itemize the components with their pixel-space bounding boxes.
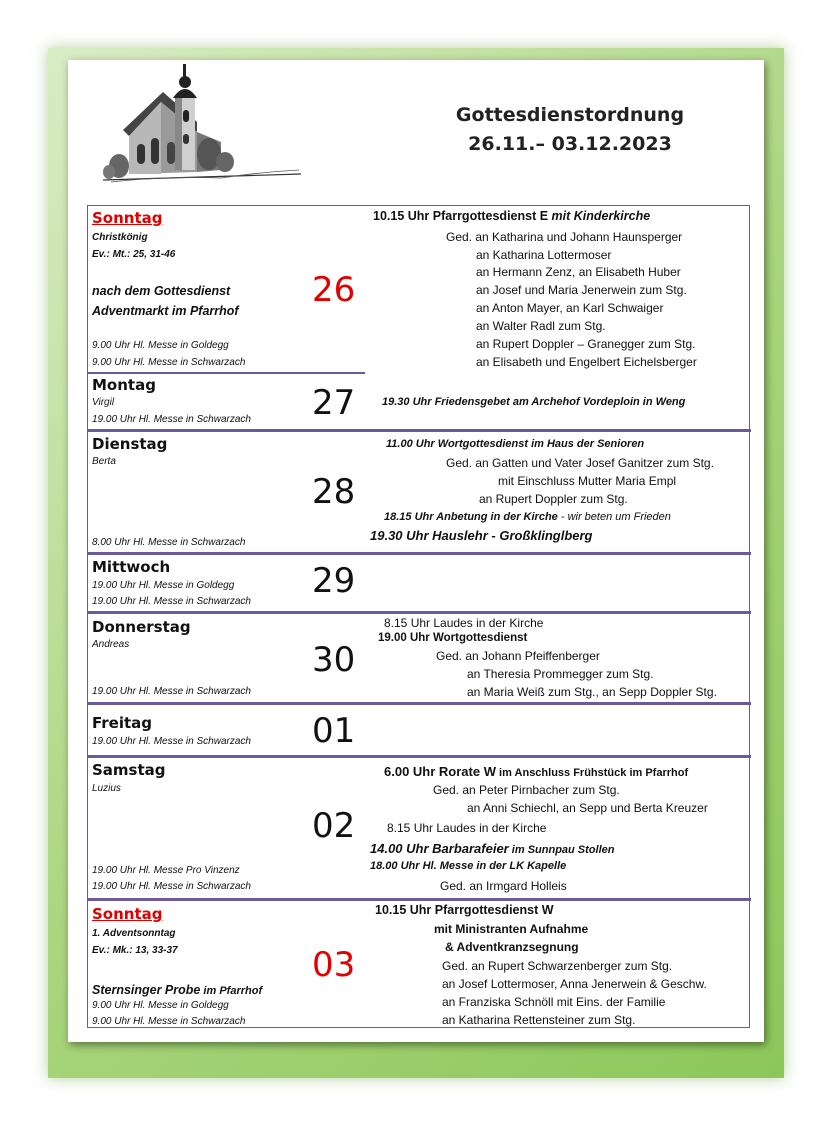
mass-line-1: 19.00 Uhr Hl. Messe in Goldegg <box>92 580 235 591</box>
intention-line: Ged. an Gatten und Vater Josef Ganitzer zum Stg. <box>446 456 714 470</box>
main-service: 10.15 Uhr Pfarrgottesdienst E mit Kinderkirche <box>373 209 651 223</box>
day-row-01 <box>88 705 748 755</box>
mass-line-1: 19.00 Uhr Hl. Messe Pro Vinzenz <box>92 865 240 876</box>
event-line: 6.00 Uhr Rorate W im Anschluss Frühstück im Pfarrhof <box>384 764 689 779</box>
intention-line: an Josef Lottermoser, Anna Jenerwein & Geschw. <box>442 977 707 991</box>
intention-line: an Katharina Lottermoser <box>476 248 612 262</box>
intention-line: an Elisabeth und Engelbert Eichelsberger <box>476 355 697 369</box>
event-line: 19.00 Uhr Wortgottesdienst <box>378 632 528 644</box>
intention-line: Ged. an Katharina und Johann Haunsperger <box>446 230 683 244</box>
note-line-1: Sternsinger Probe im Pfarrhof <box>92 983 263 997</box>
intention-line: an Hermann Zenz, an Elisabeth Huber <box>476 265 681 279</box>
mass-line-2: 9.00 Uhr Hl. Messe in Schwarzach <box>92 1016 246 1027</box>
day-number: 01 <box>312 711 356 751</box>
intention-line: an Katharina Rettensteiner zum Stg. <box>442 1013 636 1027</box>
mass-line-1: 8.00 Uhr Hl. Messe in Schwarzach <box>92 537 246 548</box>
day-name: Freitag <box>92 714 153 732</box>
intention-line: an Anni Schiechl, an Sepp und Berta Kreuzer <box>467 801 708 815</box>
day-row-29 <box>88 555 748 611</box>
mass-line-2: 9.00 Uhr Hl. Messe in Schwarzach <box>92 357 246 368</box>
mass-line-2: 19.00 Uhr Hl. Messe in Schwarzach <box>92 881 251 892</box>
intention-line: Ged. an Peter Pirnbacher zum Stg. <box>433 783 620 797</box>
intention-line: an Theresia Prommegger zum Stg. <box>467 667 654 681</box>
day-row-27 <box>88 373 748 429</box>
intention-line: Ged. an Johann Pfeiffenberger <box>436 649 600 663</box>
day-row-28 <box>88 432 748 552</box>
day-name: Sonntag <box>92 905 163 923</box>
day-number: 27 <box>312 383 356 423</box>
event-line: 8.15 Uhr Laudes in der Kirche <box>384 616 544 630</box>
intention-line: an Maria Weiß zum Stg., an Sepp Doppler Stg. <box>467 685 717 699</box>
mass-line-1: 9.00 Uhr Hl. Messe in Goldegg <box>92 340 229 351</box>
note-line-2: Adventmarkt im Pfarrhof <box>92 304 239 318</box>
note-line-1: nach dem Gottesdienst <box>92 284 231 298</box>
event-line: 18.15 Uhr Anbetung in der Kirche - wir beten um Frieden <box>384 511 671 523</box>
feast-name: 1. Adventsonntag <box>92 928 176 939</box>
feast-name: Christkönig <box>92 232 148 243</box>
intention-line: mit Einschluss Mutter Maria Empl <box>498 474 677 488</box>
day-name: Donnerstag <box>92 618 191 636</box>
day-number: 02 <box>312 806 356 846</box>
gospel-reading: Ev.: Mt.: 25, 31-46 <box>92 249 176 260</box>
intention-line: an Anton Mayer, an Karl Schwaiger <box>476 301 664 315</box>
day-number: 29 <box>312 561 356 601</box>
intention-line: an Josef und Maria Jenerwein zum Stg. <box>476 283 687 297</box>
intention-line: an Rupert Doppler – Granegger zum Stg. <box>476 337 696 351</box>
mass-line-2: 19.00 Uhr Hl. Messe in Schwarzach <box>92 596 251 607</box>
page-title: Gottesdienstordnung <box>455 104 685 126</box>
day-number: 28 <box>312 472 356 512</box>
day-row-02 <box>88 758 748 898</box>
event-line: 19.30 Uhr Friedensgebet am Archehof Vordeploin in Weng <box>382 396 686 408</box>
intention-line: an Walter Radl zum Stg. <box>476 319 606 333</box>
mass-line-1: 9.00 Uhr Hl. Messe in Goldegg <box>92 1000 229 1011</box>
feast-name: Luzius <box>92 783 121 794</box>
church-icon <box>101 62 301 190</box>
feast-name: Andreas <box>92 639 130 650</box>
event-line: 14.00 Uhr Barbarafeier im Sunnpau Stollen <box>370 841 615 856</box>
day-row-03 <box>88 901 748 1026</box>
intention-line: an Rupert Doppler zum Stg. <box>479 492 628 506</box>
day-number: 26 <box>312 270 356 310</box>
mass-line-1: 19.00 Uhr Hl. Messe in Schwarzach <box>92 686 251 697</box>
day-name: Dienstag <box>92 435 168 453</box>
day-name: Montag <box>92 376 156 394</box>
mass-line-1: 19.00 Uhr Hl. Messe in Schwarzach <box>92 736 251 747</box>
event-line: 19.30 Uhr Hauslehr - Großklinglberg <box>370 528 593 543</box>
event-line: 8.15 Uhr Laudes in der Kirche <box>387 821 547 835</box>
feast-name: Virgil <box>92 397 115 408</box>
date-range: 26.11.– 03.12.2023 <box>468 133 672 155</box>
day-name: Samstag <box>92 761 166 779</box>
gospel-reading: Ev.: Mk.: 13, 33-37 <box>92 945 178 956</box>
day-number: 30 <box>312 640 356 680</box>
intention-line: an Franziska Schnöll mit Eins. der Familie <box>442 995 666 1009</box>
day-row-30 <box>88 614 748 702</box>
intention-line: Ged. an Irmgard Holleis <box>440 879 567 893</box>
service-detail: & Adventkranzsegnung <box>445 940 579 954</box>
day-name: Mittwoch <box>92 558 171 576</box>
event-line: 11.00 Uhr Wortgottesdienst im Haus der Senioren <box>386 438 645 450</box>
day-name: Sonntag <box>92 209 163 227</box>
mass-line-1: 19.00 Uhr Hl. Messe in Schwarzach <box>92 414 251 425</box>
schedule-table <box>87 205 750 1028</box>
service-detail: mit Ministranten Aufnahme <box>434 922 589 936</box>
intention-line: Ged. an Rupert Schwarzenberger zum Stg. <box>442 959 673 973</box>
event-line: 18.00 Uhr Hl. Messe in der LK Kapelle <box>370 860 567 872</box>
main-service: 10.15 Uhr Pfarrgottesdienst W <box>375 903 554 917</box>
day-number: 03 <box>312 945 356 985</box>
feast-name: Berta <box>92 456 116 467</box>
